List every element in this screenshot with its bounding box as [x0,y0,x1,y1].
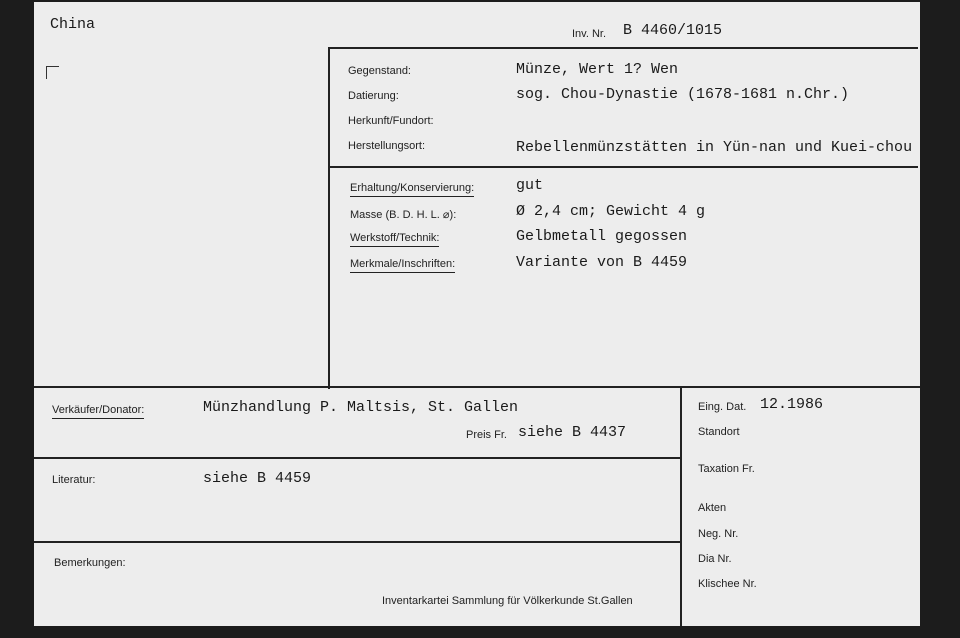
erhaltung-value: gut [516,177,544,194]
card-footer-text: Inventarkartei Sammlung für Völkerkunde St.Gallen [382,595,633,607]
standort-label: Standort [698,426,740,438]
bemerkungen-label: Bemerkungen: [54,557,126,569]
country-text: China [50,16,96,33]
gegenstand-label: Gegenstand: [348,65,411,77]
werkstoff-label: Werkstoff/Technik: [350,232,439,247]
herstellungsort-value: Rebellenmünzstätten in Yün-nan und Kuei-chou [516,139,913,156]
image-corner-mark [46,66,59,79]
image-area-divider [328,47,330,389]
preis-label: Preis Fr. [466,429,507,441]
upper-lower-divider [34,386,920,388]
akten-label: Akten [698,502,727,514]
verkaeufer-value: Münzhandlung P. Maltsis, St. Gallen [203,399,519,416]
object-section-divider [330,166,918,168]
neg-nr-label: Neg. Nr. [698,528,739,540]
masse-value: Ø 2,4 cm; Gewicht 4 g [516,203,706,220]
gegenstand-value: Münze, Wert 1? Wen [516,61,679,78]
herstellungsort-label: Herstellungsort: [348,140,426,152]
dia-nr-label: Dia Nr. [698,553,732,565]
herkunft-label: Herkunft/Fundort: [348,115,434,127]
merkmale-label: Merkmale/Inschriften: [350,258,455,273]
verkaeufer-label: Verkäufer/Donator: [52,404,144,419]
inv-nr-label: Inv. Nr. [572,28,607,40]
acquisition-divider [34,457,680,459]
klischee-nr-label: Klischee Nr. [698,578,757,590]
eing-dat-value: 12.1986 [760,396,824,413]
literatur-value: siehe B 4459 [203,470,312,487]
preis-value: siehe B 4437 [518,424,627,441]
eing-dat-label: Eing. Dat. [698,401,747,413]
masse-label: Masse (B. D. H. L. ⌀): [350,209,457,221]
erhaltung-label: Erhaltung/Konservierung: [350,182,474,197]
inventory-card [34,2,920,626]
inv-nr-value: B 4460/1015 [623,22,723,39]
werkstoff-value: Gelbmetall gegossen [516,228,688,245]
side-column-divider [680,386,682,626]
taxation-label: Taxation Fr. [698,463,755,475]
literature-divider [34,541,680,543]
datierung-value: sog. Chou-Dynastie (1678-1681 n.Chr.) [516,86,850,103]
header-divider [330,47,918,49]
literatur-label: Literatur: [52,474,96,486]
datierung-label: Datierung: [348,90,399,102]
merkmale-value: Variante von B 4459 [516,254,688,271]
